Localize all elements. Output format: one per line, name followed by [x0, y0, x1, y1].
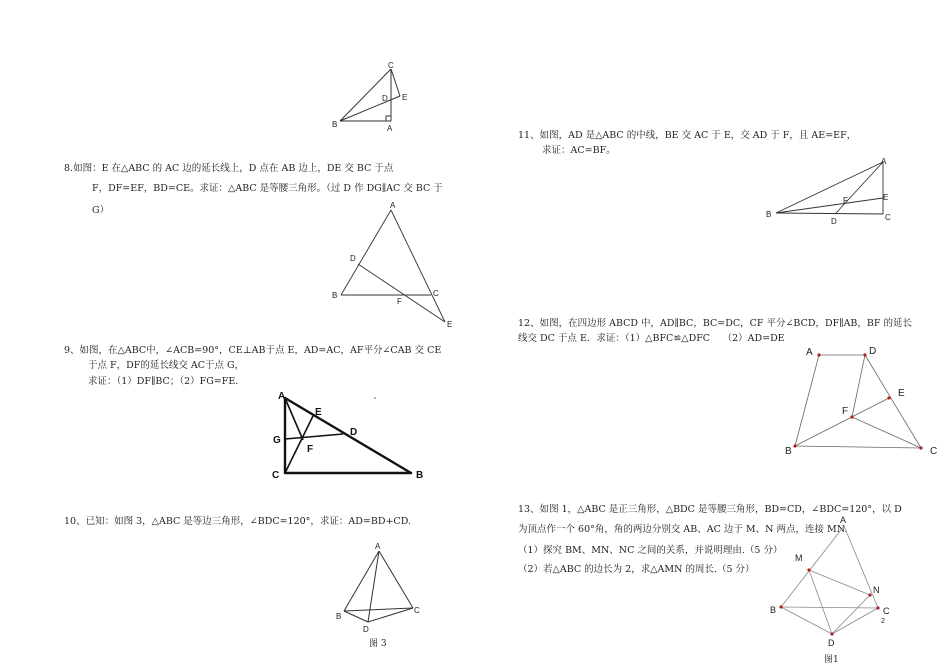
label-e: E — [447, 320, 453, 329]
problem-13-line3: （1）探究 BM、MN、NC 之间的关系，并说明理由.（5 分） — [518, 545, 783, 556]
figure-1-caption: 图1 — [824, 655, 839, 665]
problem-11-line2: 求证：AC=BF。 — [542, 145, 616, 156]
problem-13-line2: 为顶点作一个 60°角，角的两边分别交 AB、AC 边于 M、N 两点，连接 MN. — [518, 524, 848, 535]
label-g: G — [273, 435, 281, 446]
label-d: D — [350, 254, 356, 263]
figure-problem-11 — [762, 152, 902, 232]
label-b: B — [336, 612, 342, 621]
figure-problem-12 — [782, 340, 947, 465]
label-c: C — [433, 289, 439, 298]
label-b: B — [785, 446, 792, 457]
label-a: A — [278, 391, 286, 402]
label-b: B — [770, 605, 777, 615]
label-m: M — [795, 553, 803, 563]
label-b: B — [332, 291, 338, 300]
figure-3-caption: 图 3 — [369, 639, 387, 649]
label-d: D — [828, 638, 835, 648]
label-b: B — [766, 210, 772, 219]
label-c: C — [883, 606, 890, 616]
label-e: E — [402, 93, 408, 102]
label-c: C — [388, 61, 394, 70]
problem-13-line1: 13、如图 1，△ABC 是正三角形，△BDC 是等腰三角形，BD=CD，∠BDC=120°，以 D — [518, 504, 902, 515]
label-a: A — [390, 201, 396, 210]
label-e: E — [315, 407, 322, 418]
label-e: E — [898, 388, 905, 399]
figure-problem-10 — [332, 538, 432, 670]
label-f: F — [842, 406, 849, 417]
label-d: D — [350, 427, 358, 438]
label-f: F — [843, 196, 848, 205]
label-a: A — [387, 124, 393, 133]
label-c: C — [414, 606, 420, 615]
label-n: N — [873, 585, 880, 595]
label-a: A — [375, 542, 381, 551]
label-f: F — [397, 297, 402, 306]
problem-8-line2: F，DF=EF，BD=CE。求证：△ABC 是等腰三角形。（过 D 作 DG∥AC 交 BC 于 — [92, 183, 443, 194]
problem-12-line2: 线交 DC 于点 E．求证：（1）△BFC≌△DFC （2）AD=DE — [518, 333, 785, 344]
label-c: C — [885, 213, 891, 222]
figure-top-triangle — [330, 60, 420, 135]
label-a: A — [806, 347, 813, 358]
label-d: D — [831, 217, 837, 226]
label-a: A — [840, 515, 847, 525]
figure-problem-8 — [325, 198, 465, 333]
label-d: D — [869, 346, 877, 357]
label-c: C — [272, 470, 280, 481]
problem-9-line1: 9、如图，在△ABC中，∠ACB=90°，CE⊥AB于点 E，AD=AC，AF平分∠CAB 交 CE — [64, 345, 442, 356]
side-length-label: 2 — [881, 618, 885, 625]
problem-8-line1: 8.如图：E 在△ABC 的 AC 边的延长线上，D 点在 AB 边上，DE 交 BC 于点 — [64, 163, 394, 174]
label-d: D — [382, 94, 388, 103]
problem-13-line4: （2）若△ABC 的边长为 2，求△AMN 的周长.（5 分） — [518, 564, 755, 575]
label-c: C — [930, 446, 938, 457]
label-d: D — [363, 625, 369, 634]
problem-8-line3: G） — [92, 205, 110, 216]
problem-9-line2: 于点 F，DF的延长线交 AC于点 G， — [88, 360, 245, 371]
label-e: E — [883, 193, 889, 202]
label-b: B — [332, 120, 338, 129]
label-a: A — [881, 157, 887, 166]
figure-problem-9 — [266, 388, 436, 483]
problem-10-line1: 10、已知：如图 3，△ABC 是等边三角形，∠BDC=120°，求证：AD=BD+CD. — [64, 516, 411, 527]
problem-9-line3: 求证：（1）DF∥BC；（2）FG=FE. — [88, 376, 239, 387]
label-f: F — [307, 444, 314, 455]
problem-11-line1: 11、如图，AD 是△ABC 的中线，BE 交 AC 于 E，交 AD 于 F，且 AE=EF， — [518, 130, 857, 141]
figure-problem-13 — [764, 512, 894, 670]
label-b: B — [416, 470, 424, 481]
problem-12-line1: 12、如图，在四边形 ABCD 中，AD∥BC，BC=DC，CF 平分∠BCD，DF∥AB，BF 的延长 — [518, 318, 913, 329]
